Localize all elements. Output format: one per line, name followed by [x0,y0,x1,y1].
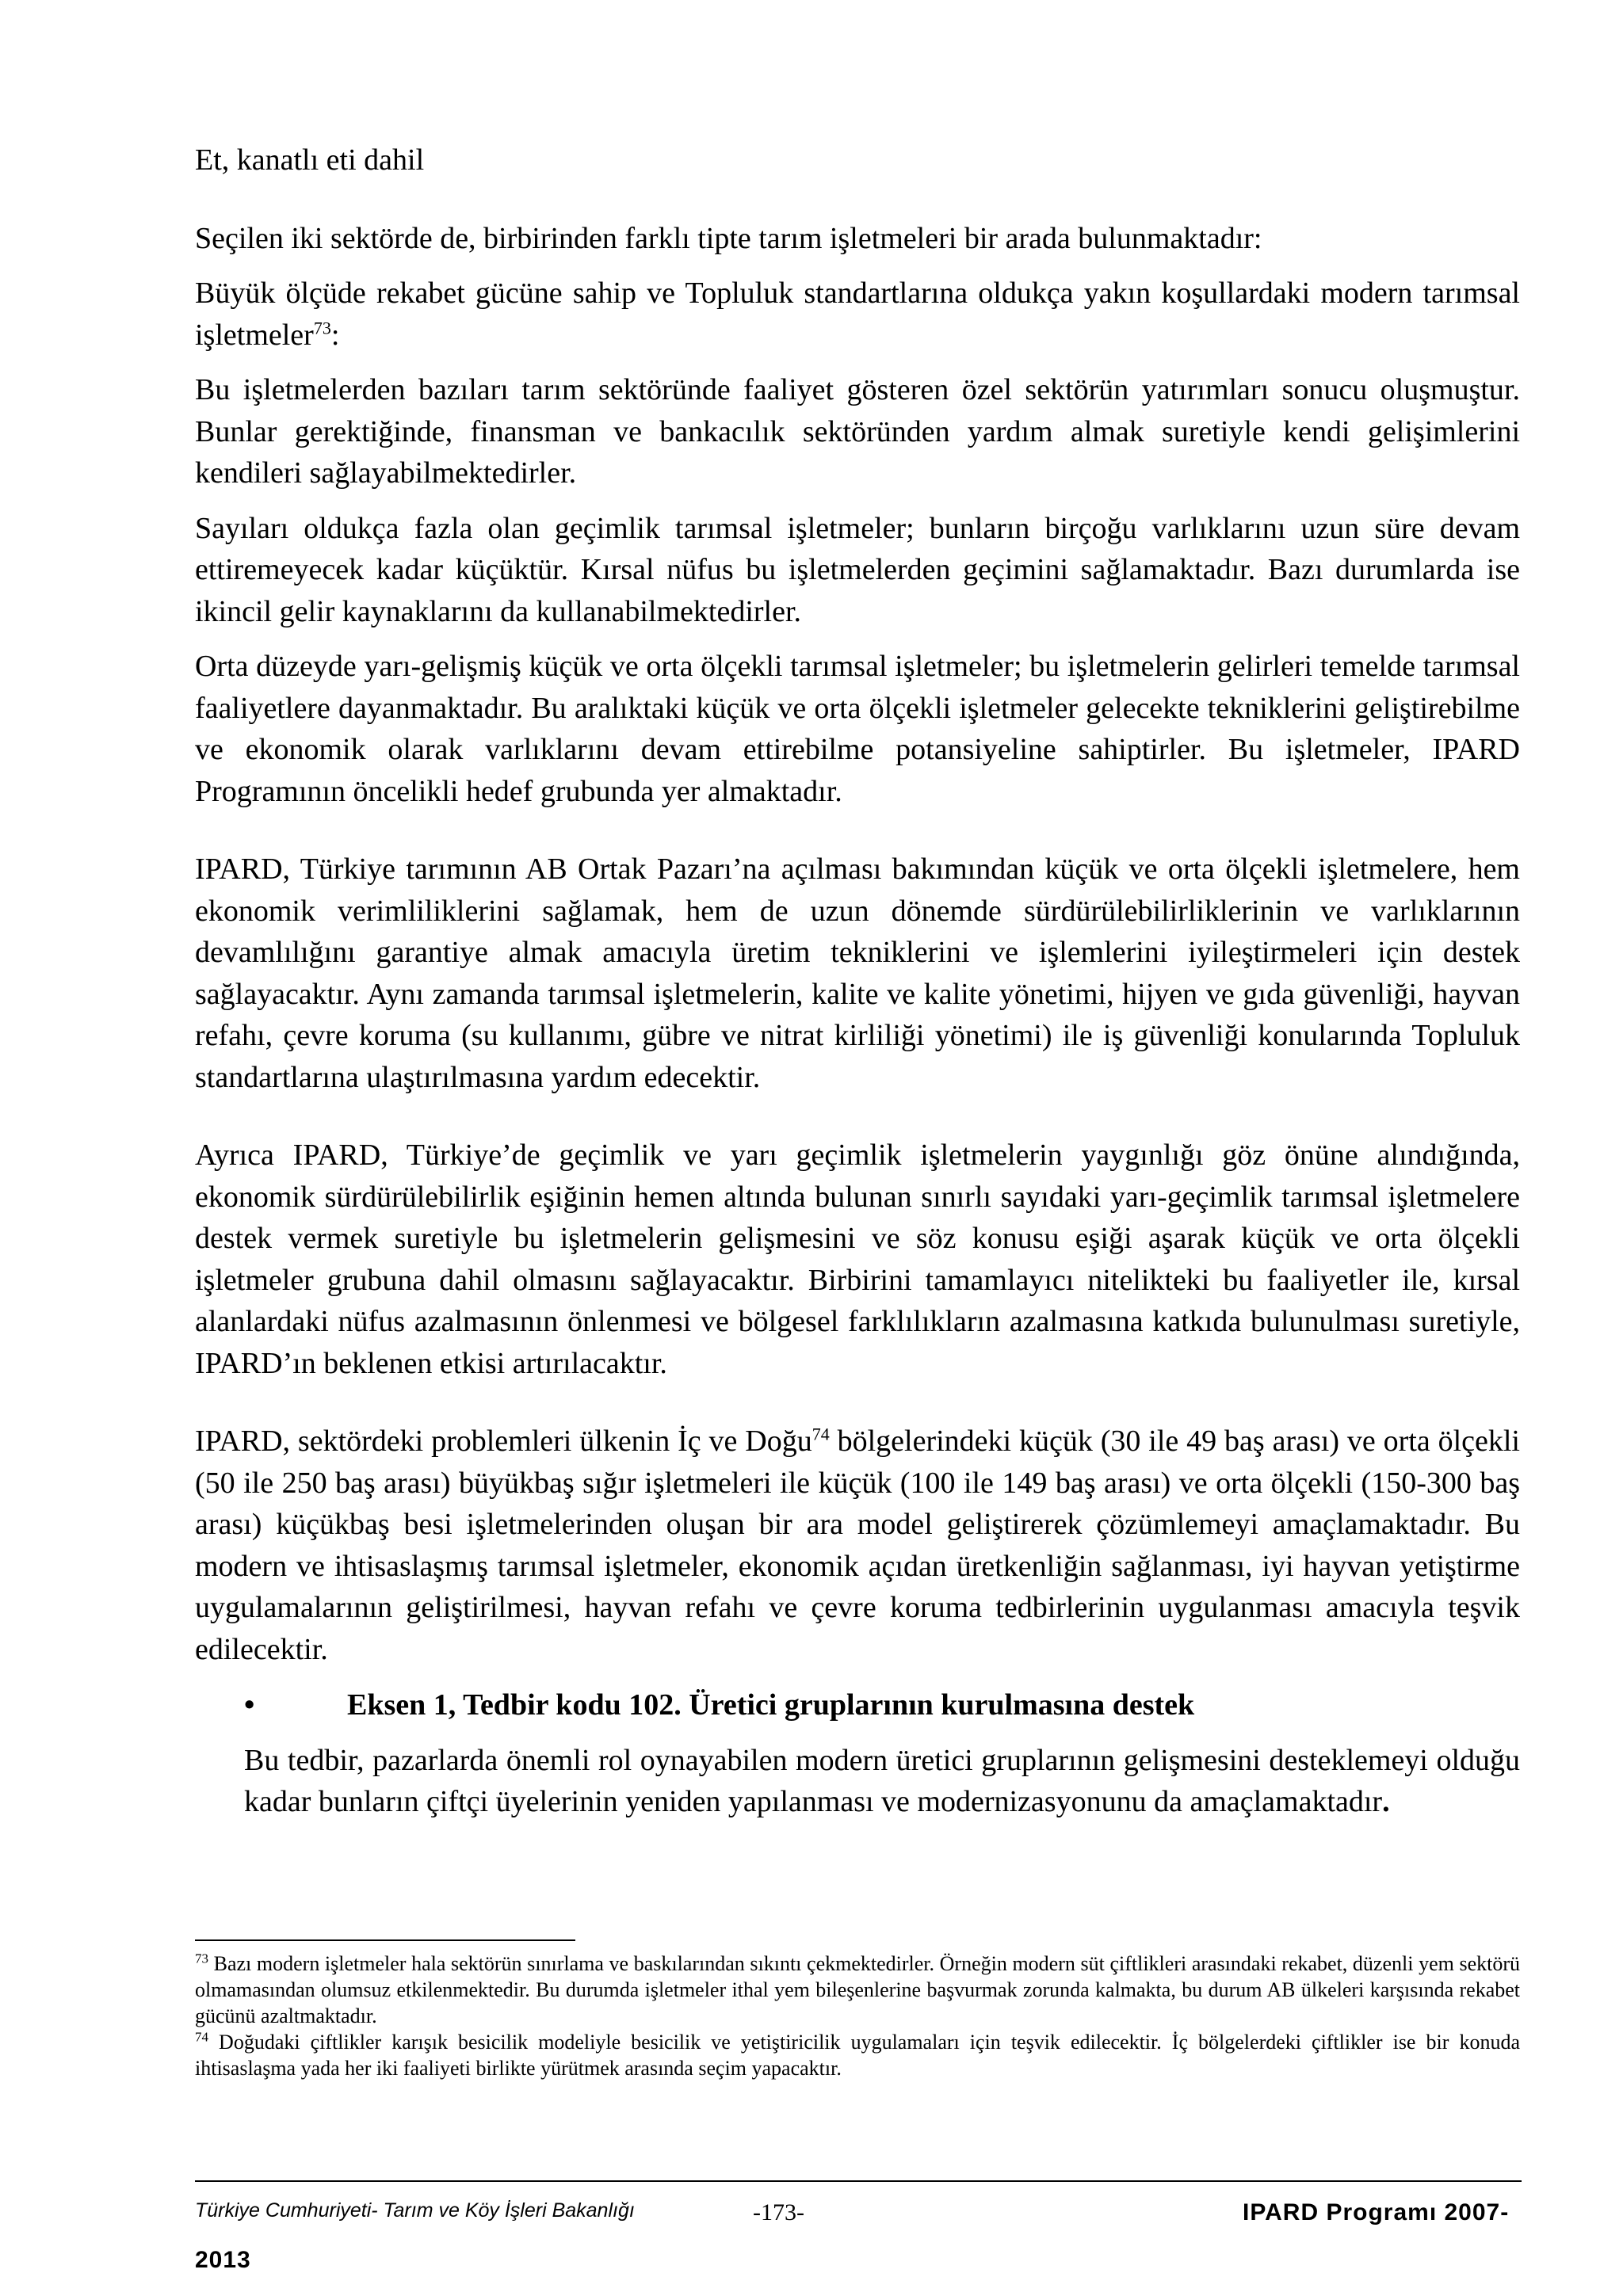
ipard-semi-subsistence-paragraph: Ayrıca IPARD, Türkiye’de geçimlik ve yarı geçimlik işletmelerin yaygınlığı göz önüne alındığında, ekonomik sürdürülebilirlik eşiğinin hemen altında bulunan sınırlı sayıdaki yarı-geçimlik tarımsal işletmelere destek vermek suretiyle bu işletmelerin gelişmesini ve söz konusu eşiği aşarak küçük ve orta ölçekli işletmeler grubuna dahil olmasını sağlayacaktır. Birbirini tamamlayıcı nitelikteki bu faaliyetler ile, kırsal alanlardaki nüfus azalmasının önlenmesi ve bölgesel farklılıkların azalmasına katkıda bulunulması suretiyle, IPARD’ın beklenen etkisi artırılacaktır. [195,1138,1520,1380]
footnote-ref-73[interactable]: 73 [313,317,331,338]
modern-farms-text: Büyük ölçüde rekabet gücüne sahip ve Topluluk standartlarına oldukça yakın koşullardaki modern tarımsal işletmeler [195,277,1520,352]
page-number: -173- [753,2199,804,2225]
footer-ministry: Türkiye Cumhuriyeti- Tarım ve Köy İşleri Bakanlığı [195,2199,635,2222]
footnote-73 [195,1951,1520,2029]
footnote-74 [195,2029,1520,2081]
measure-description-text: Bu tedbir, pazarlarda önemli rol oynayabilen modern üretici gruplarının gelişmesini desteklemeyi olduğu kadar bunların çiftçi üyelerinin yeniden yapılanması ve modernizasyonunu da amaçlamaktadır [244,1743,1520,1818]
section-heading: Et, kanatlı eti dahil [195,143,425,177]
bullet-icon: • [244,1688,255,1722]
measure-description-paragraph [244,1740,1520,1823]
bold-period: . [1382,1785,1390,1818]
footnote-74-text: Doğudaki çiftlikler karışık besicilik modeliyle besicilik ve yetiştiricilik uygulamaları için teşvik edilecektir. İç bölgelerdeki çiftlikler ise bir konuda ihtisaslaşma yada her iki faaliyeti birlikte yürütmek arasında seçim yapacaktır. [195,2031,1520,2080]
footnote-separator [195,1939,575,1941]
ipard-model-text-b: bölgelerindeki küçük (30 ile 49 baş arası) ve orta ölçekli (50 ile 250 baş arası) büyükbaş sığır işletmeleri ile küçük (100 ile 149 baş arası) ve orta ölçekli (150-300 baş arası) küçükbaş besi işletmelerinden oluşan bir ara model geliştirerek çözümlemeyi amaçlamaktadır. Bu modern ve ihtisaslaşmış tarımsal işletmeler, ekonomik açıdan üretkenliğin sağlanması, iyi hayvan yetiştirme uygulamalarının geliştirilmesi, hayvan refahı ve çevre koruma tedbirlerinin uygulanması amacıyla teşvik edilecektir. [195,1425,1520,1666]
footnote-73-number: 73 [195,1951,208,1966]
footer-year: 2013 [195,2247,251,2273]
footnote-73-text: Bazı modern işletmeler hala sektörün sınırlama ve baskılarından sıkıntı çekmektedirler. Örneğin modern süt çiftlikleri arasındaki rekabet, düzenli yem sektörü olmamasından olumsuz etkilenmektedir. Bu durumda işletmeler ithal yem bileşenlerine başvurmak zorunda kalmakta, bu durum AB ülkeleri karşısında rekabet gücünü azaltmaktadır. [195,1952,1520,2027]
ipard-model-text-a: IPARD, sektördeki problemleri ülkenin İç ve Doğu [195,1425,812,1458]
footnote-74-number: 74 [195,2029,208,2045]
intro-paragraph: Seçilen iki sektörde de, birbirinden farklı tipte tarım işletmeleri bir arada bulunmaktadır: [195,221,1262,255]
private-sector-paragraph: Bu işletmelerden bazıları tarım sektöründe faaliyet gösteren özel sektörün yatırımları sonucu oluşmuştur. Bunlar gerektiğinde, finansman ve bankacılık sektöründen yardım almak suretiyle kendi gelişimlerini kendileri sağlayabilmektedirler. [195,373,1520,490]
footer-program: IPARD Programı 2007- [1243,2199,1510,2225]
footnotes [195,1951,1520,2081]
body-text [195,139,1520,1823]
modern-farms-paragraph [195,273,1520,356]
ipard-model-paragraph [195,1421,1520,1670]
colon: : [330,318,340,352]
measure-title: Eksen 1, Tedbir kodu 102. Üretici gruplarının kurulmasına destek [347,1688,1195,1722]
semi-developed-farms-paragraph: Orta düzeyde yarı-gelişmiş küçük ve orta ölçekli tarımsal işletmeler; bu işletmelerin gelirleri temelde tarımsal faaliyetlere dayanmaktadır. Bu aralıktaki küçük ve orta ölçekli işletmeler gelecekte tekniklerini geliştirebilme ve ekonomik olarak varlıklarını devam ettirebilme potansiyeline sahiptirler. Bu işletmeler, IPARD Programının öncelikli hedef grubunda yer almaktadır. [195,650,1520,808]
measure-bullet-item [195,1684,1520,1726]
subsistence-farms-paragraph: Sayıları oldukça fazla olan geçimlik tarımsal işletmeler; bunların birçoğu varlıklarını uzun süre devam ettiremeyecek kadar küçüktür. Kırsal nüfus bu işletmelerden geçimini sağlamaktadır. Bazı durumlarda ise ikincil gelir kaynaklarını da kullanabilmektedirler. [195,511,1520,628]
footer-separator [195,2180,1522,2182]
ipard-support-paragraph: IPARD, Türkiye tarımının AB Ortak Pazarı’na açılması bakımından küçük ve orta ölçekli işletmelere, hem ekonomik verimliliklerini sağlamak, hem de uzun dönemde sürdürülebilirliklerinin ve varlıklarının devamlılığını garantiye almak amacıyla üretim tekniklerini ve işlemlerini iyileştirmeleri için destek sağlayacaktır. Aynı zamanda tarımsal işletmelerin, kalite ve kalite yönetimi, hijyen ve gıda güvenliği, hayvan refahı, çevre koruma (su kullanımı, gübre ve nitrat kirliliği yönetimi) ile iş güvenliği konularında Topluluk standartlarına ulaştırılmasına yardım edecektir. [195,852,1520,1094]
footnote-ref-74[interactable]: 74 [812,1424,830,1444]
